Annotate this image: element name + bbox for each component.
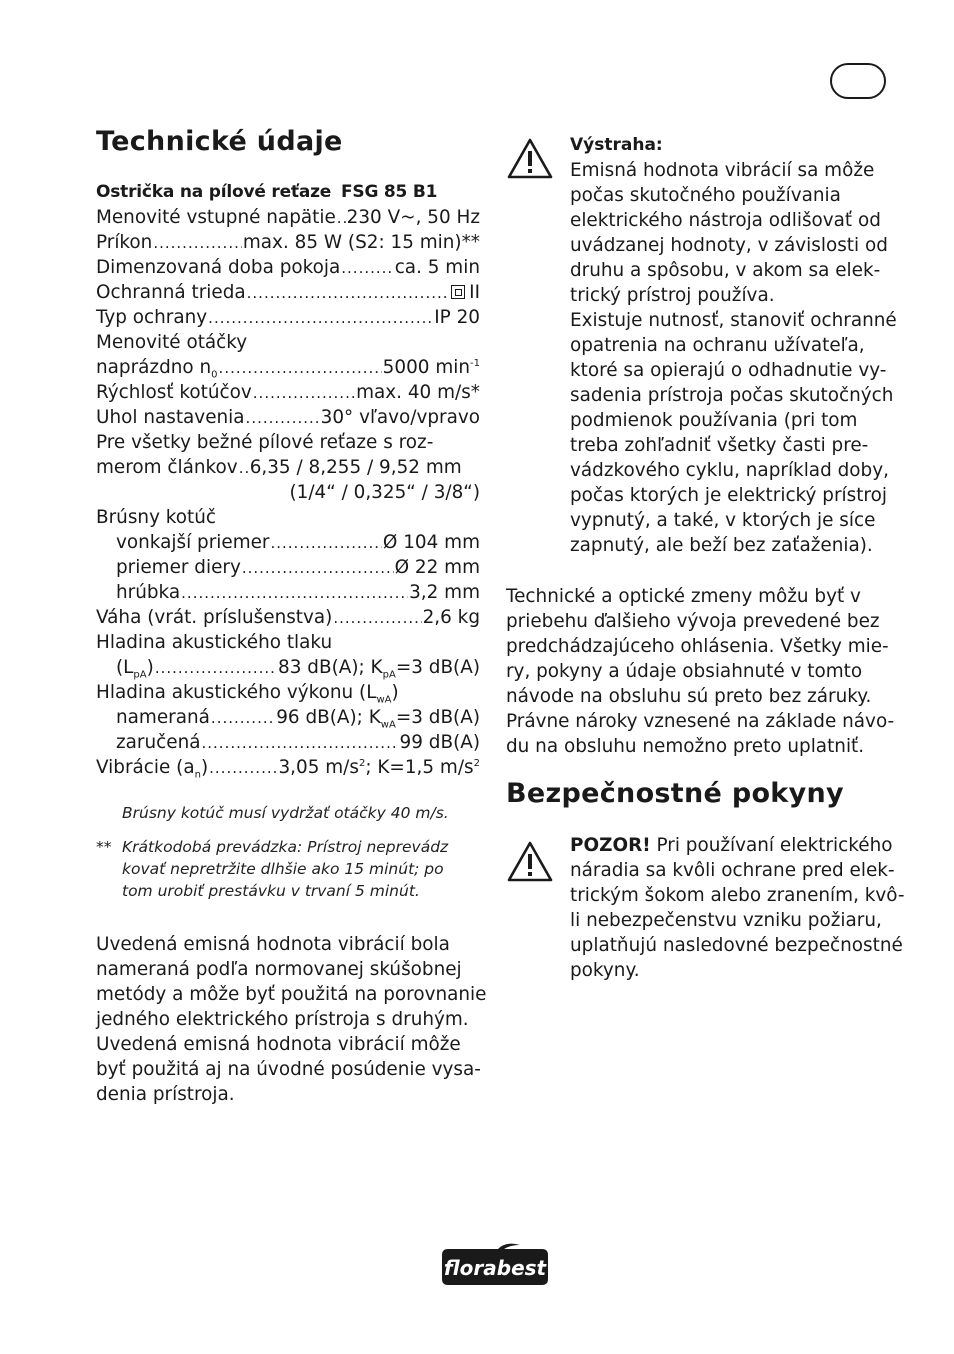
- tech-specs: [96, 180, 487, 1107]
- safety-caution: POZOR! Pri používaní elektrického náradia sa kvôli ochrane pred elek- trickým šokom alebo zranením, kvô- li nebezpečenstvu vzniku požiaru, uplatňujú nasledovné bezpečnostné pokyny.: [570, 835, 905, 981]
- spec-row-vibration: Vibrácie $(a_n)$ ..... 3,05 $m/s^2$; K=1,5 $m/s^2$: [96, 755, 480, 780]
- spec-speed-heading: Menovité otáčky: [96, 332, 248, 353]
- changes-paragraph: Technické a optické zmeny môžu byť v priebehu ďalšieho vývoja prevedené bez predchádzajúceho ohlásenia. Všetky mie- ry, pokyny a údaje obsiahnuté v tomto návode na obsluhu sú preto bez záruky. Právne nároky vznesené na základe návo- du na obsluhu nemožno preto uplatniť.: [506, 586, 895, 757]
- spec-row-rest-time: Dimenzovaná doba pokoja ..... ca. 5 min: [96, 255, 480, 280]
- footnotes: [96, 802, 480, 902]
- spec-row-weight: Váha (vrát. príslušenstva) ..... 2,6 kg: [96, 605, 480, 630]
- spec-row-outer-diameter: vonkajší priemer ..... Ø 104 mm: [96, 530, 480, 555]
- spec-row-disc-speed: Rýchlosť kotúčov ..... max. 40 m/s*: [96, 380, 480, 405]
- spec-disc-heading: Brúsny kotúč: [96, 507, 217, 528]
- footnote-double-star: ** Krátkodobá prevádzka: Prístroj neprevádz kovať nepretržite dlhšie ako 15 minút; po tom urobiť prestávku v trvaní 5 minút.: [96, 838, 449, 900]
- spec-chains-inch: (1/4“ / 0,325“ / 3/8“): [289, 482, 480, 503]
- page-title: Technické údaje: [96, 126, 343, 157]
- vibration-paragraph: Uvedená emisná hodnota vibrácií bola nameraná podľa normovanej skúšobnej metódy a môže byť použitá na porovnanie jedného elektrického prístroja s druhým. Uvedená emisná hodnota vibrácií môže byť použitá aj na úvodné posúdenie vysa- denia prístroja.: [96, 934, 487, 1105]
- spec-row-chains: merom článkov ..... 6,35 / 8,255 / 9,52 mm: [96, 455, 480, 480]
- caution-label: POZOR!: [570, 835, 651, 856]
- spec-row-protection-class: Ochranná trieda ..... II: [96, 280, 480, 305]
- footnote-star: Brúsny kotúč musí vydržať otáčky 40 m/s.: [122, 804, 449, 822]
- spec-row-angle: Uhol nastavenia ..... 30° vľavo/vpravo: [96, 405, 480, 430]
- spec-noise-power-heading: Hladina akustického výkonu $(L_{wA})$: [96, 682, 399, 706]
- spec-row-power: Príkon ..... max. 85 W (S2: 15 min)**: [96, 230, 480, 255]
- spec-header: [96, 180, 480, 205]
- language-badge: [830, 63, 886, 99]
- protection-class-icon: [451, 285, 465, 299]
- spec-row-voltage: Menovité vstupné napätie ..... 230 V~, 50 Hz: [96, 205, 480, 230]
- vibration-warning: Výstraha: Emisná hodnota vibrácií sa môže počas skutočného používania elektrického nástroja odlišovať od uvádzanej hodnoty, v závislosti od druhu a spôsobu, v akom sa elek- trický prístroj používa. Existuje nutnosť, stanoviť ochranné opatrenia na ochranu užívateľa, ktoré sa opierajú o odhadnutie vy- sadenia prístroja počas skutočných podmienok používania (pri tom treba zohľadniť všetky časti pre- vádzkového cyklu, napríklad doby, počas ktorých je elektrický prístroj vypnutý, a také, v ktorých je síce zapnutý, ale beží bez zaťaženia).: [570, 135, 897, 556]
- spec-row-speed: naprázdno $n_0$ ..... 5000 $\min^{-1}$: [96, 355, 480, 380]
- warning-title: Výstraha:: [570, 135, 663, 155]
- spec-noise-pressure-heading: Hladina akustického tlaku: [96, 632, 333, 653]
- section-title-safety: Bezpečnostné pokyny: [506, 778, 844, 809]
- spec-row-hole-diameter: priemer diery ..... Ø 22 mm: [96, 555, 480, 580]
- spec-row-measured: nameraná ..... 96 dB(A); $K_{wA}=3$ dB(A): [96, 705, 480, 730]
- product-type: Ostrička na pílové reťaze: [96, 182, 332, 202]
- spec-chains-intro: Pre všetky bežné pílové reťaze s roz-: [96, 432, 434, 453]
- spec-row-protection-type: Typ ochrany ..... IP 20: [96, 305, 480, 330]
- warning-triangle-icon: [507, 137, 553, 179]
- caution-triangle-icon: [507, 840, 553, 882]
- spec-row-guaranteed: zaručená ..... 99 dB(A): [96, 730, 480, 755]
- spec-row-noise-pressure: $(L_{pA})$ ..... 83 dB(A); $K_{pA}=3$ dB(A): [96, 655, 480, 680]
- model-number: FSG 85 B1: [341, 182, 438, 202]
- spec-row-thickness: hrúbka ..... 3,2 mm: [96, 580, 480, 605]
- florabest-logo: [438, 1243, 552, 1289]
- svg-text:florabest: florabest: [443, 1256, 547, 1280]
